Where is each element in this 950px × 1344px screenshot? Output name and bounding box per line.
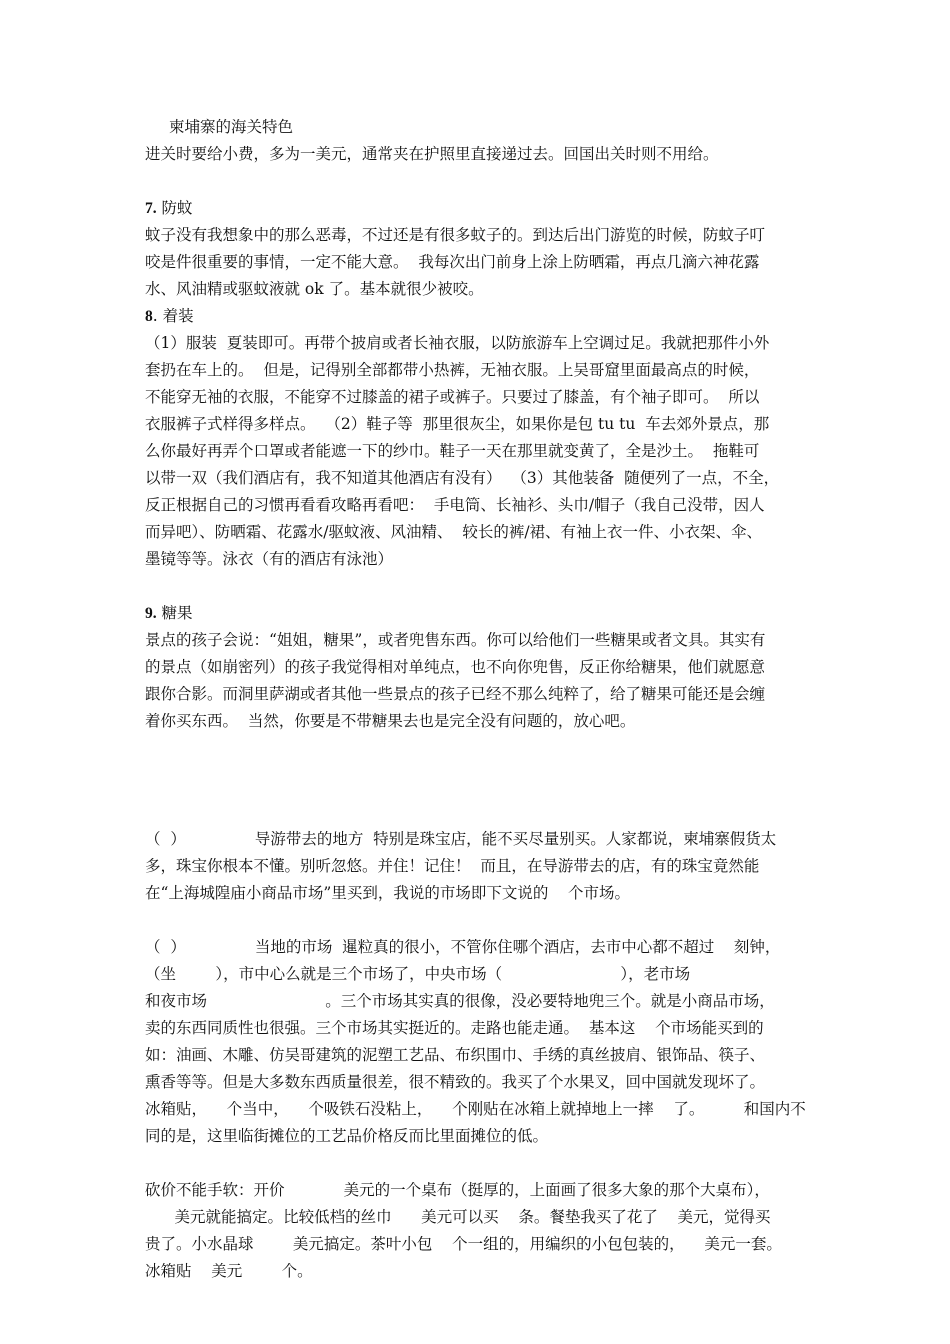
customs-line: 进关时要给小费，多为一美元，通常夹在护照里直接递过去。回国出关时则不用给。 [145,145,719,163]
spacer [145,168,810,195]
spacer [145,735,810,799]
bargain-line: 贵了。小水晶球 美元搞定。茶叶小包 个一组的，用编织的小包包装的， 美元一套。 [145,1235,782,1253]
clothing-line: 不能穿无袖的衣服，不能穿不过膝盖的裙子或裤子。只要过了膝盖，有个袖子即可。 所以 [145,388,760,406]
mosquito-line: 水、风油精或驱蚊液就 ok 了。基本就很少被咬。 [145,280,484,298]
clothing-line: 反正根据自己的习惯再看看攻略再看吧： 手电筒、长袖衫、头巾/帽子（我自己没带，因人 [145,496,765,514]
clothing-line: 么你最好再弄个口罩或者能遮一下的纱巾。鞋子一天在那里就变黄了，全是沙土。 拖鞋可 [145,442,760,460]
markets-line: 同的是，这里临街摊位的工艺品价格反而比里面摊位的低。 [145,1127,549,1145]
mosquito-line: 咬是件很重要的事情，一定不能大意。 我每次出门前身上涂上防晒霜，再点几滴六神花露 [145,253,760,271]
heading-number: 8 [145,308,153,325]
candy-line: 的景点（如崩密列）的孩子我觉得相对单纯点，也不向你兜售，反正你给糖果，他们就愿意 [145,658,766,676]
markets-line: （ ） 当地的市场 暹粒真的很小，不管你住哪个酒店，去市中心都不超过 刻钟， [145,938,781,956]
document-page [145,114,810,1285]
markets-line: 熏香等等。但是大多数东西质量很差，很不精致的。我买了个水果叉，回中国就发现坏了。 [145,1073,766,1091]
clothing-line: 墨镜等等。泳衣（有的酒店有泳池） [145,550,394,568]
spacer [145,1150,810,1177]
clothing-line: （1）服装 夏装即可。再带个披肩或者长袖衣服，以防旅游车上空调过足。我就把那件小外 [145,334,770,352]
mosquito-heading [145,195,810,222]
candy-line: 跟你合影。而洞里萨湖或者其他一些景点的孩子已经不那么纯粹了，给了糖果可能还是会缠 [145,685,766,703]
candy-line: 景点的孩子会说：“姐姐，糖果”，或者兜售东西。你可以给他们一些糖果或者文具。其实有 [145,631,766,649]
bargain-line: 砍价不能手软：开价 美元的一个桌布（挺厚的，上面画了很多大象的那个大桌布）， [145,1181,770,1199]
heading-number: 7. [145,200,157,217]
shops-line: 在“上海城隍庙小商品市场”里买到，我说的市场即下文说的 个市场。 [145,884,631,902]
markets-line: 和夜市场 。三个市场其实真的很像，没必要特地兜三个。就是小商品市场， [145,992,775,1010]
shops-line: 多，珠宝你根本不懂。别听忽悠。并住！记住！ 而且，在导游带去的店，有的珠宝竟然能 [145,857,760,875]
markets-line: 冰箱贴， 个当中， 个吸铁石没粘上， 个刚贴在冰箱上就掉地上一摔 了。 和国内不 [145,1100,806,1118]
heading-title: 糖果 [156,604,193,622]
candy-line: 着你买东西。 当然，你要是不带糖果去也是完全没有问题的，放心吧。 [145,712,636,730]
clothing-line: 衣服裤子式样得多样点。 （2）鞋子等 那里很灰尘，如果你是包 tu tu 车去郊外景点，那 [145,415,770,433]
spacer [145,907,810,934]
shops-line: （ ） 导游带去的地方 特别是珠宝店，能不买尽量别买。人家都说，柬埔寨假货太 [145,830,777,848]
mosquito-line: 蚊子没有我想象中的那么恶毒，不过还是有很多蚊子的。到达后出门游览的时候，防蚊子叮 [145,226,766,244]
customs-heading: 柬埔寨的海关特色 [169,118,294,136]
markets-line: 卖的东西同质性也很强。三个市场其实挺近的。走路也能走通。 基本这 个市场能买到的 [145,1019,764,1037]
markets-line: 如：油画、木雕、仿吴哥建筑的泥塑工艺品、布织围巾、手绣的真丝披肩、银饰品、筷子、 [145,1046,766,1064]
spacer [145,573,810,600]
clothing-line: 而异吧）、防晒霜、花露水/驱蚊液、风油精、 较长的裤/裙、有袖上衣一件、小衣架、伞、 [145,523,763,541]
clothing-heading [145,303,810,330]
clothing-line: 套扔在车上的。 但是，记得别全部都带小热裤，无袖衣服。上吴哥窟里面最高点的时候， [145,361,760,379]
heading-title: . 着装 [152,307,194,325]
heading-number: 9. [145,605,157,622]
spacer [145,799,810,826]
clothing-line: 以带一双（我们酒店有，我不知道其他酒店有没有） （3）其他装备 随便列了一点，不全， [145,469,780,487]
markets-line: （坐 ），市中心么就是三个市场了，中央市场（ ），老市场 [145,965,691,983]
heading-title: 防蚊 [156,199,193,217]
bargain-line: 美元就能搞定。比较低档的丝巾 美元可以买 条。餐垫我买了花了 美元，觉得买 [145,1208,771,1226]
candy-heading [145,600,810,627]
bargain-line: 冰箱贴 美元 个。 [145,1262,313,1280]
